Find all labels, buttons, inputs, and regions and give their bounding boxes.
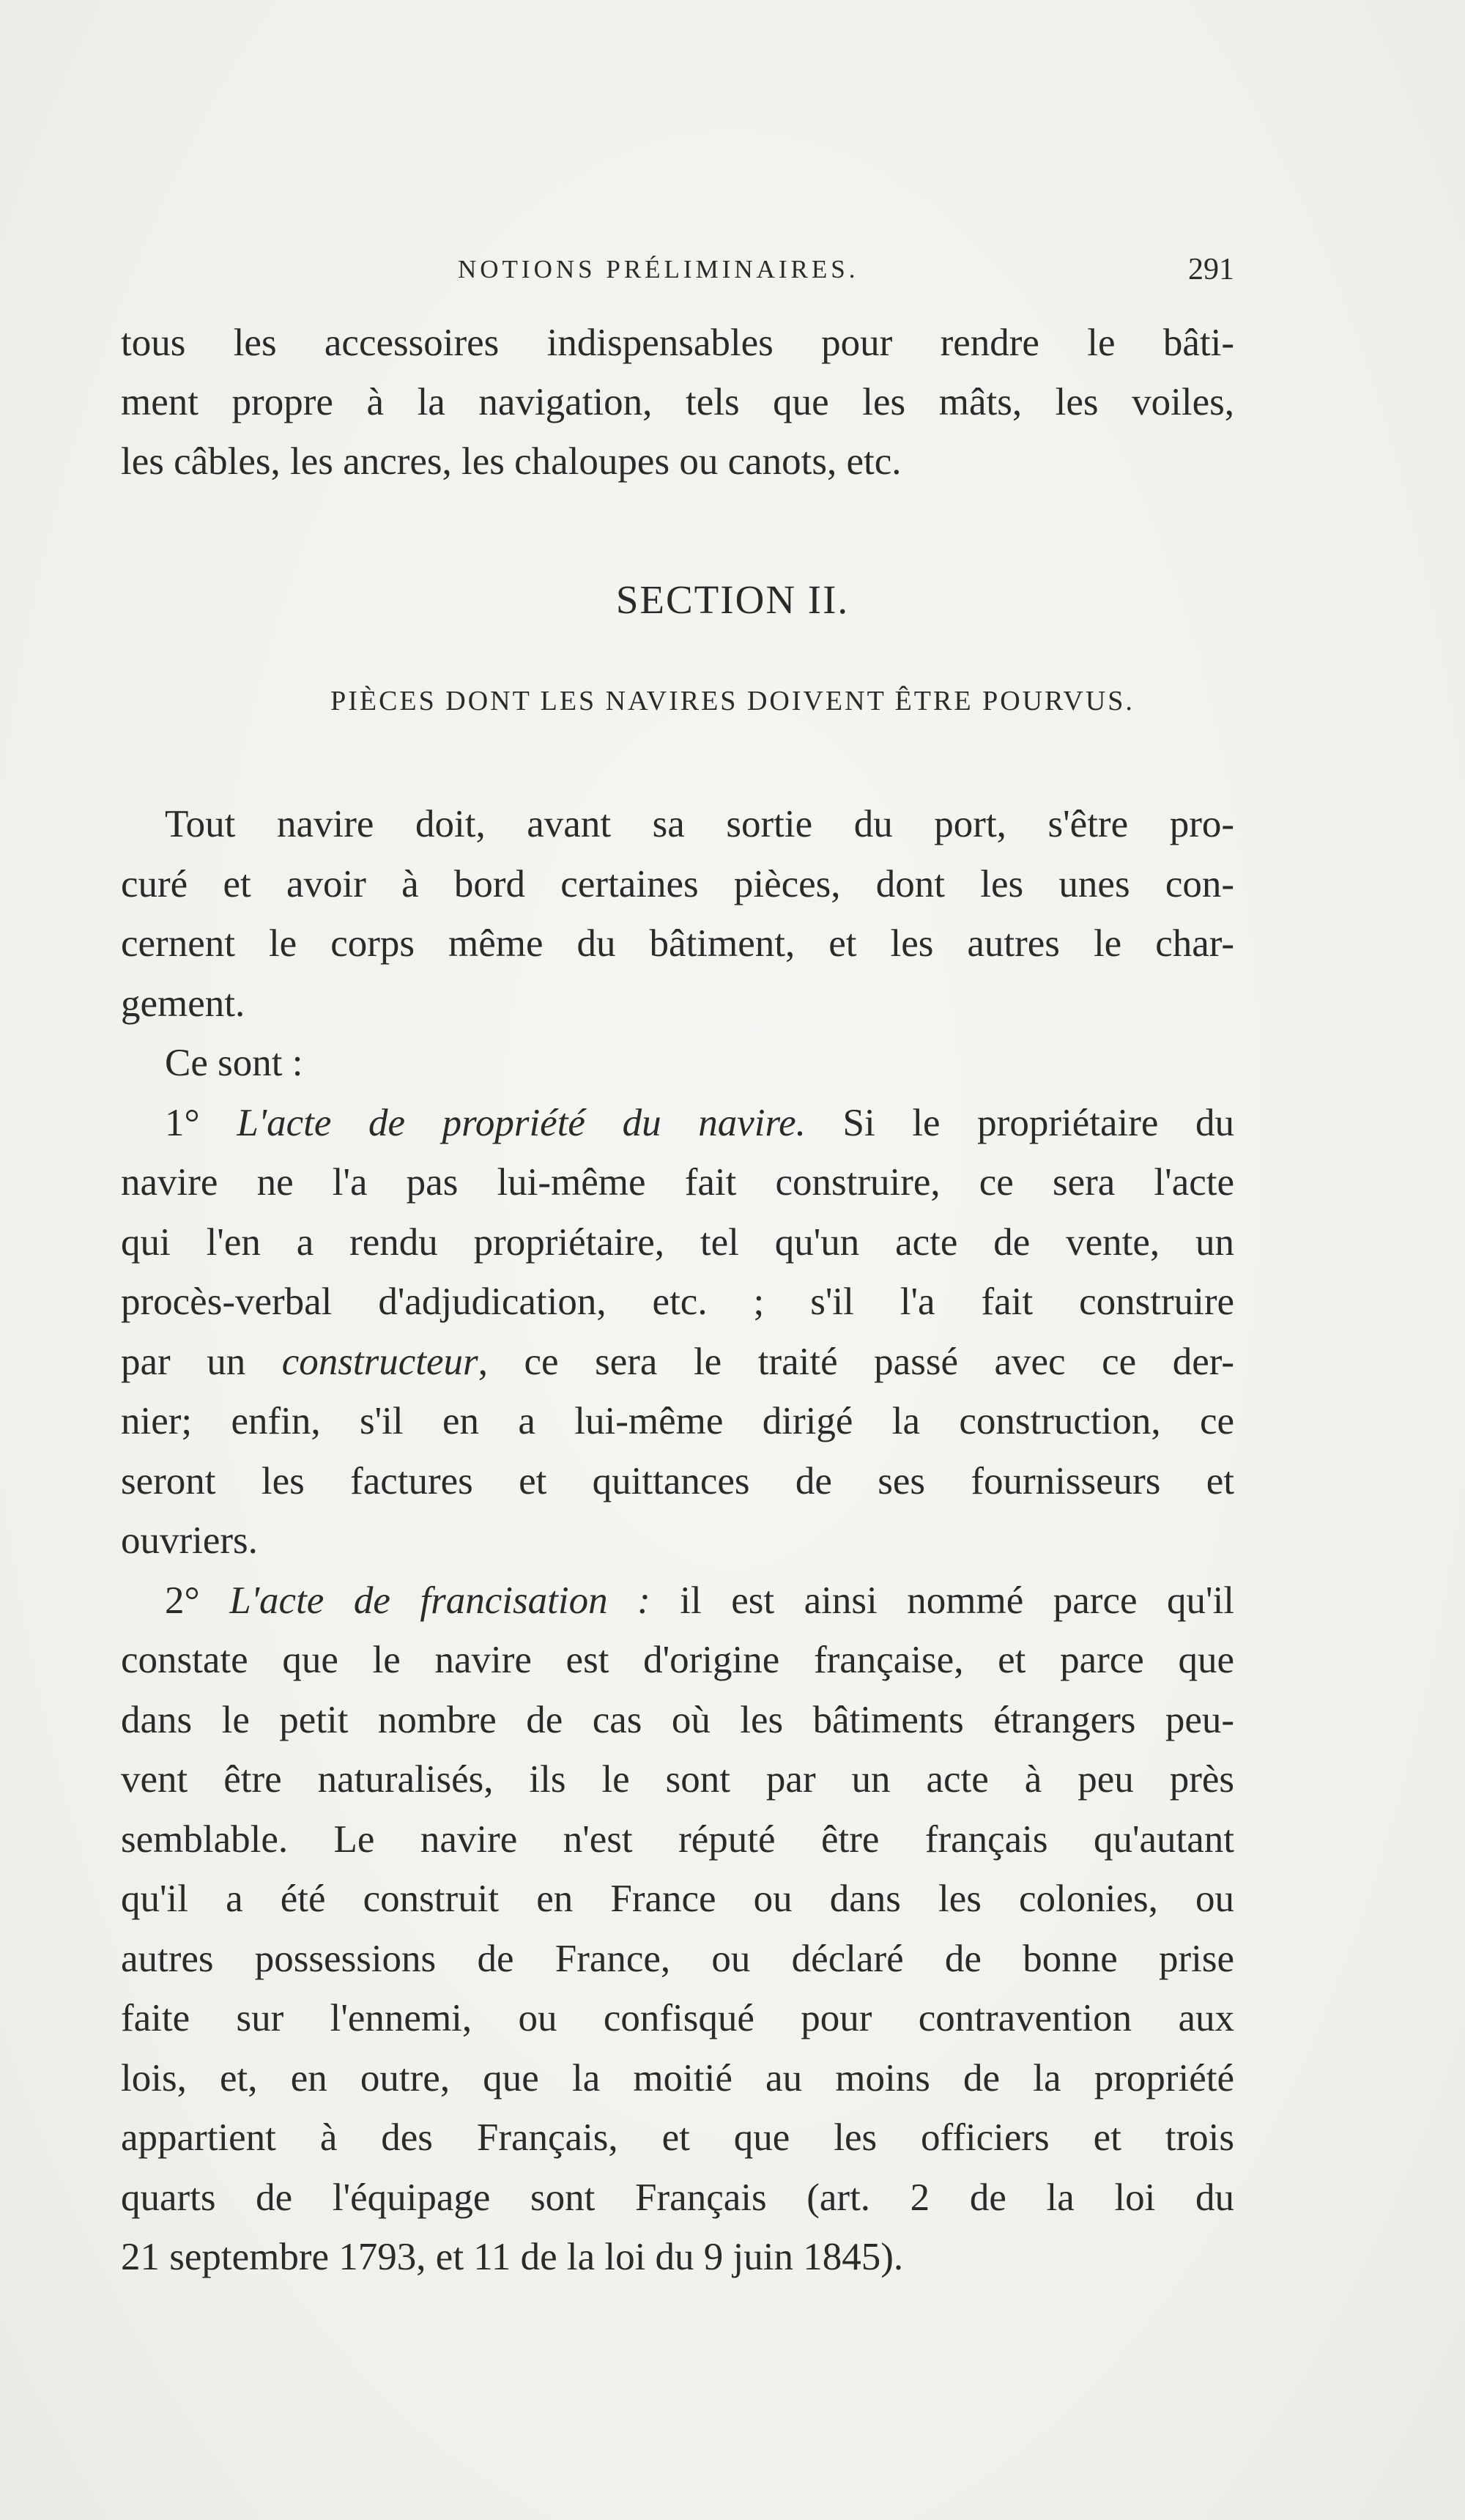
text-line: Tout navire doit, avant sa sortie du port, s'être pro-	[165, 803, 1234, 845]
item-text: par un	[121, 1340, 246, 1383]
text-line: curé et avoir à bord certaines pièces, dont les unes con-	[121, 862, 1234, 905]
text-line: dans le petit nombre de cas où les bâtiments étrangers peu-	[121, 1698, 1234, 1741]
page-number: 291	[1188, 253, 1234, 286]
italic-term: constructeur	[281, 1340, 478, 1383]
text-line: constate que le navire est d'origine française, et parce que	[121, 1639, 1234, 1681]
text-line: vent être naturalisés, ils le sont par un acte à peu près	[121, 1758, 1234, 1801]
text-line: cernent le corps même du bâtiment, et les autres le char-	[121, 922, 1234, 965]
text-line: navire ne l'a pas lui-même fait construire, ce sera l'acte	[121, 1161, 1234, 1204]
body-text	[121, 795, 1234, 2288]
list-item-2-first-line	[121, 1571, 1234, 1631]
top-paragraph	[121, 314, 1234, 492]
item-number: 2°	[165, 1579, 200, 1622]
item-title: L'acte de francisation :	[229, 1579, 650, 1622]
text-line: tous les accessoires indispensables pour rendre le bâti-	[121, 322, 1234, 364]
text-line: gement.	[121, 982, 245, 1025]
section-heading: SECTION II.	[615, 577, 850, 622]
item-number: 1°	[165, 1101, 200, 1144]
text-line: lois, et, en outre, que la moitié au moins de la propriété	[121, 2056, 1234, 2100]
text-line	[121, 1333, 1234, 1393]
list-item-1-first-line	[121, 1094, 1234, 1154]
text-line: semblable. Le navire n'est réputé être français qu'autant	[121, 1817, 1234, 1861]
text-line: faite sur l'ennemi, ou confisqué pour contravention aux	[121, 1997, 1234, 2039]
item-title: L'acte de propriété du navire.	[237, 1101, 806, 1144]
item-text: , ce sera le traité passé avec ce der-	[478, 1340, 1234, 1383]
text-line: qui l'en a rendu propriétaire, tel qu'un acte de vente, un	[121, 1220, 1234, 1264]
text-line: procès-verbal d'adjudication, etc. ; s'il l'a fait construire	[121, 1281, 1234, 1323]
text-line: 21 septembre 1793, et 11 de la loi du 9 juin 1845).	[121, 2236, 904, 2278]
item-text: il est ainsi nommé parce qu'il	[680, 1579, 1235, 1622]
text-line: qu'il a été construit en France ou dans les colonies, ou	[121, 1878, 1234, 1920]
running-head	[121, 255, 1234, 292]
text-line: seront les factures et quittances de ses fournisseurs et	[121, 1459, 1234, 1502]
text-line: ment propre à la navigation, tels que les mâts, les voiles,	[121, 381, 1234, 423]
section-subtitle: PIÈCES DONT LES NAVIRES DOIVENT ÊTRE POURVUS.	[330, 686, 1135, 716]
text-line: autres possessions de France, ou déclaré de bonne prise	[121, 1937, 1234, 1980]
running-title: NOTIONS PRÉLIMINAIRES.	[458, 255, 859, 284]
text-line: nier; enfin, s'il en a lui-même dirigé la construction, ce	[121, 1400, 1234, 1442]
text-line: ouvriers.	[121, 1519, 258, 1562]
item-text: Si le propriétaire du	[842, 1101, 1234, 1144]
text-line: Ce sont :	[165, 1042, 303, 1084]
text-line: appartient à des Français, et que les officiers et trois	[121, 2116, 1234, 2159]
text-line: quarts de l'équipage sont Français (art. 2 de la loi du	[121, 2176, 1234, 2219]
text-line: les câbles, les ancres, les chaloupes ou canots, etc.	[121, 440, 902, 483]
